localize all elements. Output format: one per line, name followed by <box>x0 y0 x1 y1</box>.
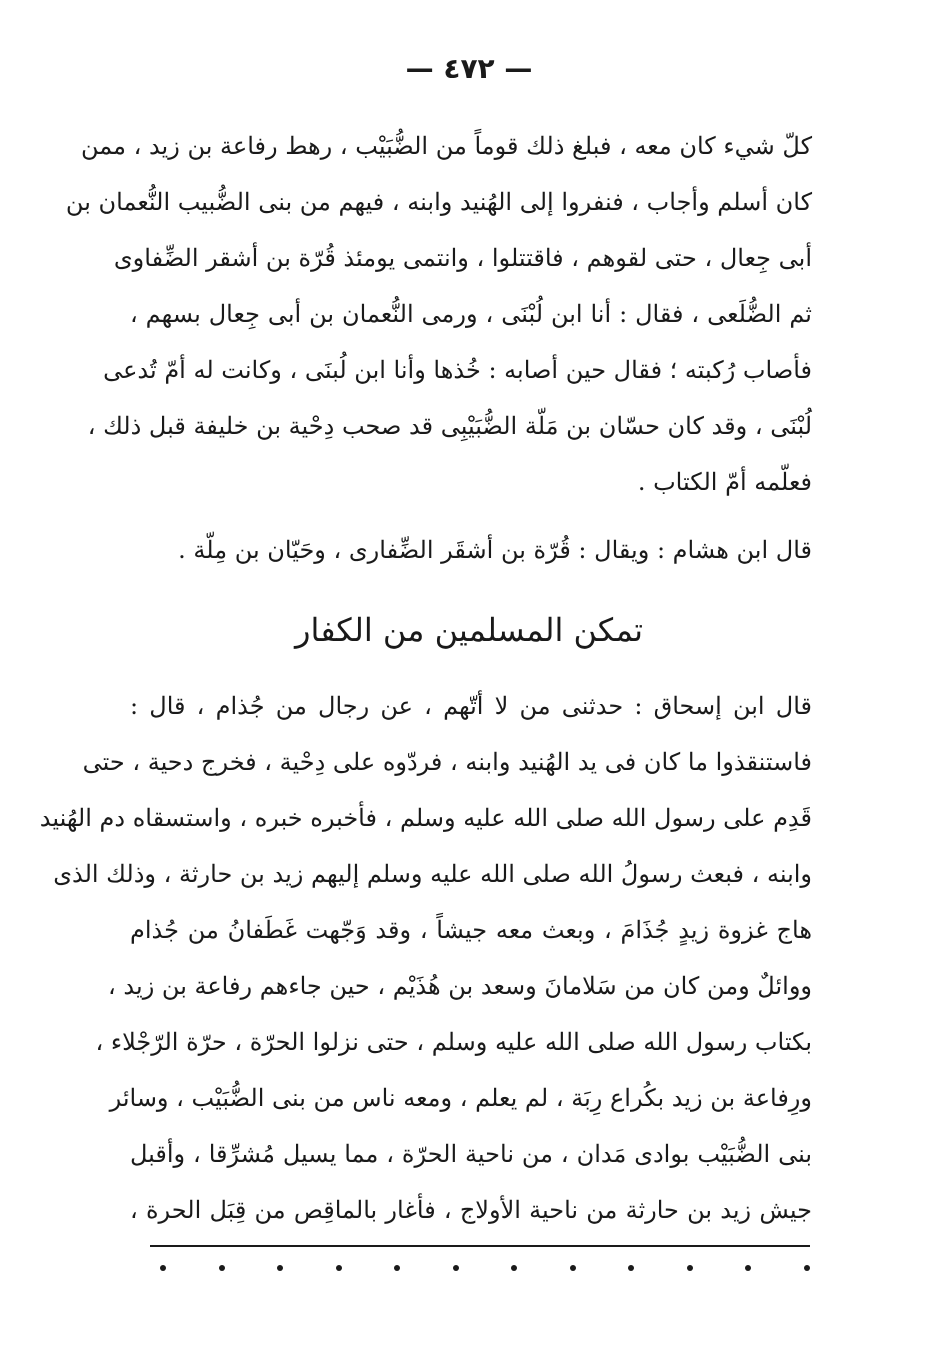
dot-mark <box>628 1265 634 1271</box>
dot-mark <box>804 1265 810 1271</box>
text-line: كلّ شيء كان معه ، فبلغ ذلك قوماً من الضُّبَيْب ، رهط رفاعة بن زيد ، ممن <box>80 132 812 160</box>
text-line: فأصاب رُكبته ؛ فقال حين أصابه : خُذها وأنا ابن لُبنَى ، وكانت له أمّ تُدعى <box>103 356 812 384</box>
text-line: ثم الضُّلَعى ، فقال : أنا ابن لُبْنَى ، ورمى النُّعمان بن أبى جِعال بسهم ، <box>130 300 812 328</box>
text-line: قَدِم على رسول الله صلى الله عليه وسلم ، فأخبره خبره ، واستسقاه دم الهُنيد <box>39 804 812 832</box>
page-number: — ٤٧٢ — <box>405 52 533 85</box>
text-line: كان أسلم وأجاب ، فنفروا إلى الهُنيد وابنه ، فيهم من بنى الضُّبيب النُّعمان بن <box>65 188 812 216</box>
text-line: فاستنقذوا ما كان فى يد الهُنيد وابنه ، فردّوه على دِحْية ، فخرج دحية ، حتى <box>82 748 812 776</box>
text-line: وابنه ، فبعث رسولُ الله صلى الله عليه وسلم إليهم زيد بن حارثة ، وذلك الذى <box>53 860 812 888</box>
footnote-dots <box>160 1265 810 1271</box>
text-line: ورِفاعة بن زيد بكُراع رِبَة ، لم يعلم ، ومعه ناس من بنى الضُّبَيْب ، وسائر <box>109 1084 812 1112</box>
text-line: جيش زيد بن حارثة من ناحية الأولاج ، فأغار بالماقِص من قِبَل الحرة ، <box>130 1196 812 1224</box>
footnote-rule <box>150 1245 810 1247</box>
dot-mark <box>336 1265 342 1271</box>
text-line: بنى الضُّبَيْب بوادى مَدان ، من ناحية الحرّة ، مما يسيل مُشرِّقا ، وأقبل <box>130 1140 812 1168</box>
text-line: ووائلٌ ومن كان من سَلامانَ وسعد بن هُذَيْم ، حين جاءهم رفاعة بن زيد ، <box>108 972 812 1000</box>
dot-mark <box>511 1265 517 1271</box>
dot-mark <box>394 1265 400 1271</box>
dot-mark <box>277 1265 283 1271</box>
text-line: هاج غزوة زيدٍ جُذَامَ ، وبعث معه جيشاً ، وقد وَجّهت غَطَفانُ من جُذام <box>130 916 812 944</box>
text-line: لُبْنَى ، وقد كان حسّان بن مَلّة الضُّبَيْبِى قد صحب دِحْية بن خليفة قبل ذلك ، <box>87 412 812 440</box>
paragraph-1 <box>65 118 812 510</box>
section-heading: تمكن المسلمين من الكفار <box>295 611 643 649</box>
ibn-hisham-note: قال ابن هشام : ويقال : قُرّة بن أشقَر الضِّفارى ، وحَيّان بن مِلّة . <box>178 536 812 564</box>
dot-mark <box>453 1265 459 1271</box>
dot-mark <box>687 1265 693 1271</box>
text-line: قال ابن إسحاق : حدثنى من لا أتّهم ، عن رجال من جُذام ، قال : <box>130 692 812 720</box>
dot-mark <box>570 1265 576 1271</box>
paragraph-2 <box>39 678 812 1238</box>
text-line: فعلّمه أمّ الكتاب . <box>637 468 812 496</box>
dot-mark <box>160 1265 166 1271</box>
text-line: بكتاب رسول الله صلى الله عليه وسلم ، حتى نزلوا الحرّة ، حرّة الرّجْلاء ، <box>95 1028 812 1056</box>
dot-mark <box>219 1265 225 1271</box>
text-line: أبى جِعال ، حتى لقوهم ، فاقتتلوا ، وانتمى يومئذ قُرّة بن أشقر الضِّفاوى <box>113 244 812 272</box>
dot-mark <box>745 1265 751 1271</box>
